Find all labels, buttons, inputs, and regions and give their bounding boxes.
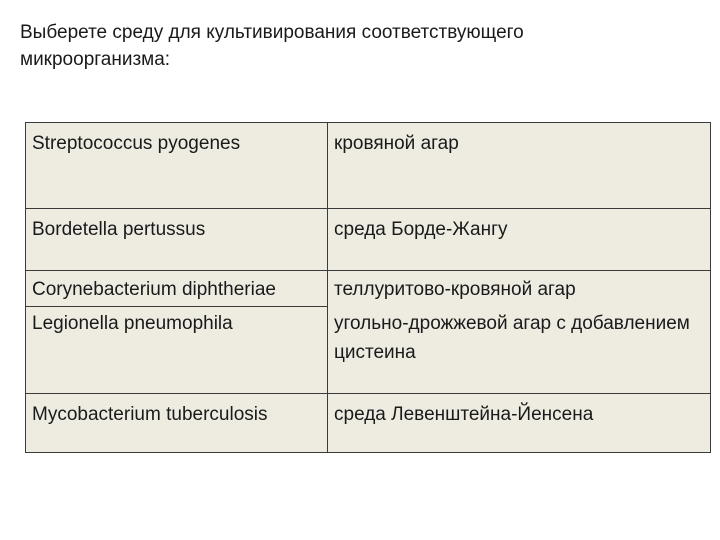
medium-cell: кровяной агар [328, 123, 711, 209]
slide-title: Выберете среду для культивирования соответствующего микроорганизма: [20, 22, 524, 70]
medium-cell: среда Борде-Жангу [328, 209, 711, 271]
organism-cell: Mycobacterium tuberculosis [26, 394, 328, 453]
organism-cell: Legionella pneumophila [26, 307, 328, 394]
table-row [26, 271, 711, 307]
table-row [26, 394, 711, 453]
organism-cell: Corynebacterium diphtheriae [26, 271, 328, 307]
culture-media-table-container [25, 122, 711, 453]
medium-cell: теллуритово-кровяной агар [328, 271, 711, 307]
table-row [26, 123, 711, 209]
culture-media-table [25, 122, 711, 453]
organism-cell: Bordetella pertussus [26, 209, 328, 271]
table-row [26, 209, 711, 271]
organism-cell: Streptococcus pyogenes [26, 123, 328, 209]
table-row [26, 307, 711, 394]
medium-cell: угольно-дрожжевой агар с добавлением цистеина [328, 307, 711, 394]
medium-cell: среда Левенштейна-Йенсена [328, 394, 711, 453]
